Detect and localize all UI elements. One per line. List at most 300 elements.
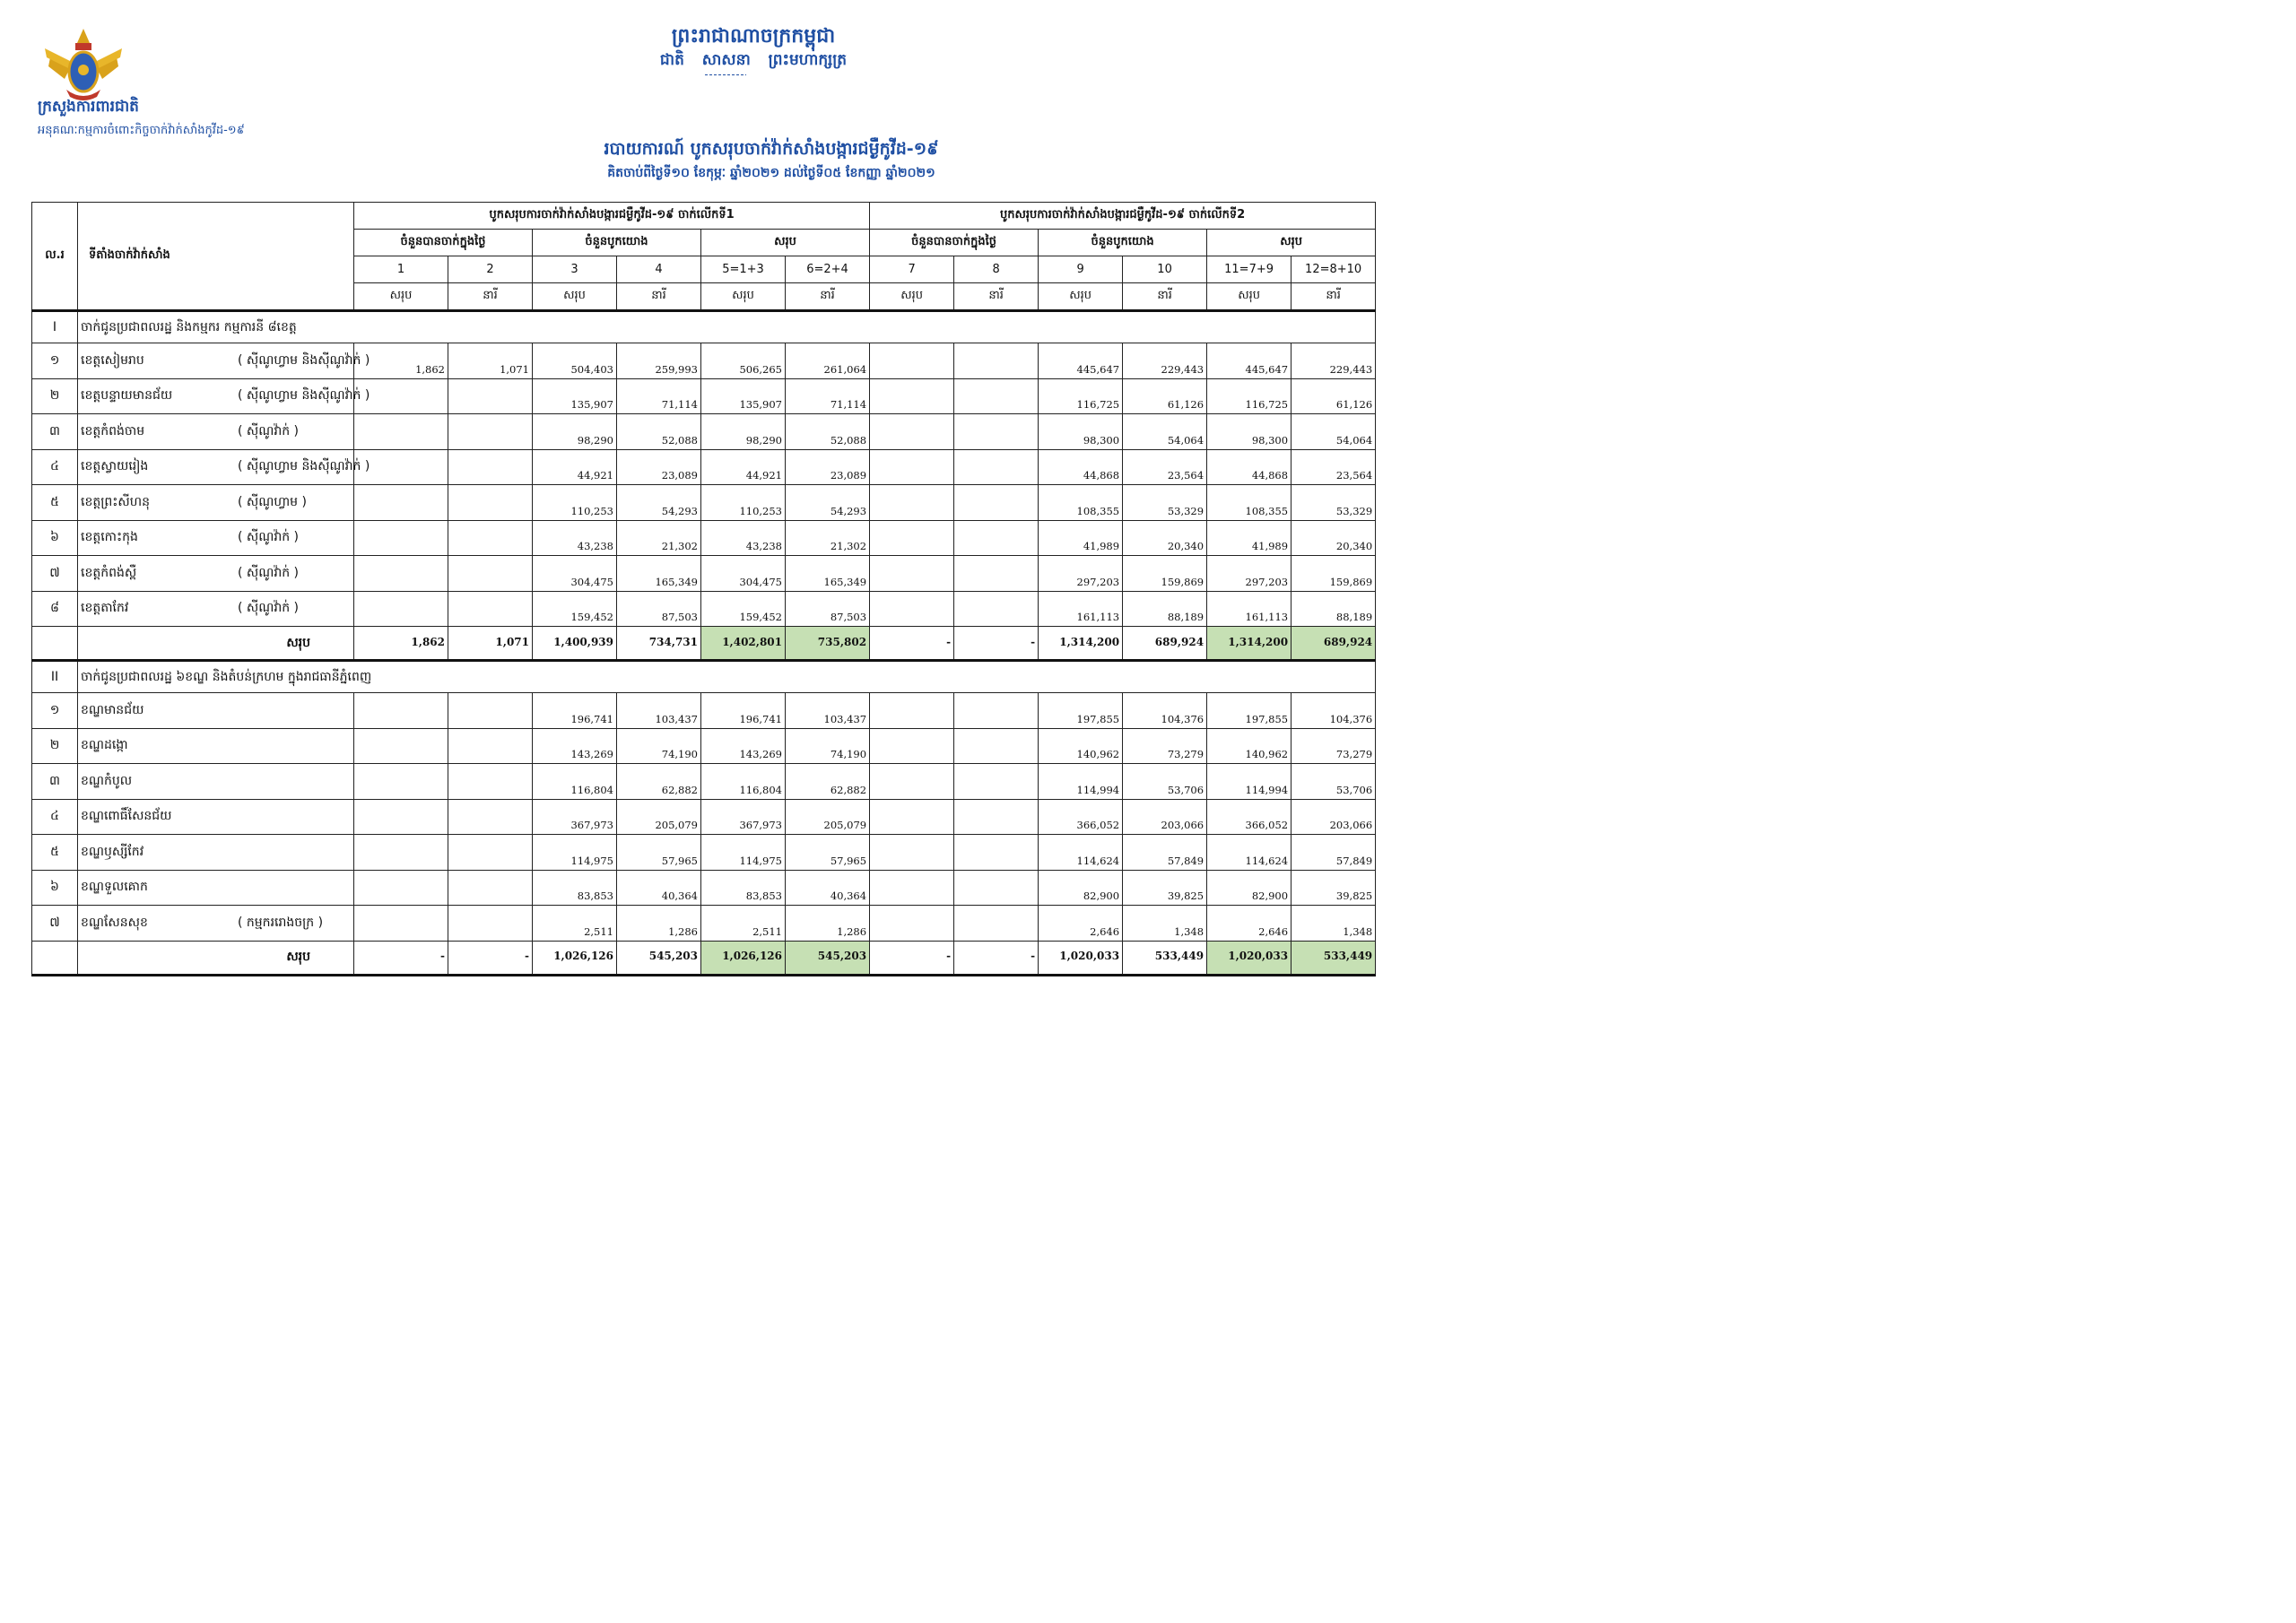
value-cell: 53,706 — [1123, 764, 1207, 800]
col-number-11: 11=7+9 — [1207, 256, 1292, 283]
value-cell: 116,804 — [533, 764, 617, 800]
value-cell — [870, 835, 954, 871]
table-row — [32, 764, 1376, 800]
value-cell: 104,376 — [1292, 693, 1376, 729]
value-cell: 53,329 — [1292, 485, 1376, 521]
value-cell: 57,965 — [786, 835, 870, 871]
vaccine-type: ( ស៊ីណូវ៉ាក់ ) — [238, 601, 300, 616]
value-cell: 2,511 — [701, 906, 786, 942]
vaccine-type: ( ស៊ីណូហ្វាម ) — [238, 494, 307, 509]
total-label: សរុប — [78, 941, 354, 975]
table-row — [32, 835, 1376, 871]
value-cell: 39,825 — [1123, 870, 1207, 906]
location-cell — [78, 693, 354, 729]
value-cell: 40,364 — [786, 870, 870, 906]
table-row — [32, 591, 1376, 627]
value-cell: 114,624 — [1039, 835, 1123, 871]
location-cell — [78, 835, 354, 871]
value-cell — [954, 414, 1039, 450]
section-number: I — [32, 311, 78, 343]
value-cell: 57,849 — [1292, 835, 1376, 871]
value-cell: 87,503 — [617, 591, 701, 627]
section-number: II — [32, 661, 78, 693]
value-cell: 196,741 — [533, 693, 617, 729]
value-cell: 82,900 — [1039, 870, 1123, 906]
col-header-location: ទីតាំងចាក់វ៉ាក់សាំង — [78, 203, 354, 311]
col-unit-12: នារី — [1292, 283, 1376, 311]
value-cell: 21,302 — [786, 520, 870, 556]
value-cell — [448, 693, 533, 729]
value-cell: 43,238 — [701, 520, 786, 556]
col-number-7: 7 — [870, 256, 954, 283]
value-cell: 367,973 — [701, 799, 786, 835]
value-cell: 2,511 — [533, 906, 617, 942]
value-cell: 88,189 — [1292, 591, 1376, 627]
location-cell — [78, 906, 354, 942]
value-cell — [870, 556, 954, 592]
value-cell: 1,862 — [354, 343, 448, 379]
value-cell — [954, 378, 1039, 414]
col-unit-6: នារី — [786, 283, 870, 311]
total-value-cell: 1,400,939 — [533, 627, 617, 661]
col-number-2: 2 — [448, 256, 533, 283]
value-cell — [870, 906, 954, 942]
total-value-cell: 1,314,200 — [1207, 627, 1292, 661]
vaccine-type: ( ស៊ីណូវ៉ាក់ ) — [238, 565, 300, 580]
total-value-cell: - — [870, 627, 954, 661]
report-subtitle: គិតចាប់ពីថ្ងៃទី១០ ខែកុម្ភៈ ឆ្នាំ២០២១ ដល់ថ្ងៃទី០៥ ខែកញ្ញា ឆ្នាំ២០២១ — [607, 166, 935, 180]
table-row — [32, 485, 1376, 521]
national-motto: ជាតិ សាសនា ព្រះមហាក្សត្រ — [659, 51, 848, 69]
value-cell — [870, 591, 954, 627]
dose2-today-header: ចំនួនបានចាក់ក្នុងថ្ងៃ — [870, 230, 1039, 256]
value-cell: 23,089 — [786, 449, 870, 485]
value-cell: 44,921 — [701, 449, 786, 485]
total-value-cell: - — [870, 941, 954, 975]
value-cell — [354, 799, 448, 835]
ministry-emblem-icon — [43, 27, 124, 104]
value-cell: 23,564 — [1292, 449, 1376, 485]
dose2-total-header: សរុប — [1207, 230, 1376, 256]
total-value-cell: 735,802 — [786, 627, 870, 661]
value-cell: 203,066 — [1292, 799, 1376, 835]
value-cell: 140,962 — [1039, 728, 1123, 764]
dose2-cumulative-header: ចំនួនបូកយោង — [1039, 230, 1207, 256]
value-cell: 53,329 — [1123, 485, 1207, 521]
col-number-12: 12=8+10 — [1292, 256, 1376, 283]
value-cell: 1,348 — [1292, 906, 1376, 942]
vaccine-type: ( ស៊ីណូហ្វាម និងស៊ីណូវ៉ាក់ ) — [238, 459, 370, 474]
value-cell: 445,647 — [1039, 343, 1123, 379]
table-row — [32, 343, 1376, 379]
value-cell: 366,052 — [1039, 799, 1123, 835]
location-cell — [78, 799, 354, 835]
value-cell: 82,900 — [1207, 870, 1292, 906]
total-value-cell: 1,026,126 — [533, 941, 617, 975]
col-unit-1: សរុប — [354, 283, 448, 311]
total-value-cell: 533,449 — [1123, 941, 1207, 975]
value-cell — [448, 591, 533, 627]
value-cell: 205,079 — [617, 799, 701, 835]
value-cell: 229,443 — [1123, 343, 1207, 379]
section-title: ចាក់ជូនប្រជាពលរដ្ឋ ៦ខណ្ឌ និងតំបន់ក្រហម ក្នុងរាជធានីភ្នំពេញ — [78, 661, 1376, 693]
value-cell: 83,853 — [533, 870, 617, 906]
row-number: ៧ — [32, 556, 78, 592]
value-cell: 506,265 — [701, 343, 786, 379]
table-row — [32, 870, 1376, 906]
value-cell — [354, 414, 448, 450]
row-number: ៦ — [32, 870, 78, 906]
location-cell — [78, 591, 354, 627]
total-row — [32, 941, 1376, 975]
row-number: ៨ — [32, 591, 78, 627]
table-row — [32, 378, 1376, 414]
value-cell: 98,290 — [533, 414, 617, 450]
total-label: សរុប — [78, 627, 354, 661]
value-cell: 114,975 — [533, 835, 617, 871]
col-unit-3: សរុប — [533, 283, 617, 311]
value-cell — [354, 764, 448, 800]
value-cell: 159,452 — [701, 591, 786, 627]
value-cell: 1,286 — [786, 906, 870, 942]
table-row — [32, 449, 1376, 485]
value-cell — [354, 693, 448, 729]
value-cell: 116,725 — [1207, 378, 1292, 414]
value-cell: 161,113 — [1207, 591, 1292, 627]
value-cell — [954, 556, 1039, 592]
location-cell — [78, 414, 354, 450]
value-cell: 114,975 — [701, 835, 786, 871]
vaccine-type: ( ស៊ីណូហ្វាម និងស៊ីណូវ៉ាក់ ) — [238, 352, 370, 368]
value-cell: 87,503 — [786, 591, 870, 627]
value-cell: 504,403 — [533, 343, 617, 379]
value-cell — [448, 485, 533, 521]
value-cell: 110,253 — [533, 485, 617, 521]
total-value-cell: - — [354, 941, 448, 975]
value-cell — [448, 799, 533, 835]
committee-name: អនុគណៈកម្មការចំពោះកិច្ចចាក់វ៉ាក់សាំងកូវីដ-១៩ — [38, 124, 245, 137]
value-cell: 135,907 — [701, 378, 786, 414]
value-cell — [954, 591, 1039, 627]
row-number: ៦ — [32, 520, 78, 556]
value-cell: 54,293 — [617, 485, 701, 521]
value-cell: 205,079 — [786, 799, 870, 835]
value-cell: 23,564 — [1123, 449, 1207, 485]
value-cell: 304,475 — [701, 556, 786, 592]
value-cell: 304,475 — [533, 556, 617, 592]
col-unit-11: សរុប — [1207, 283, 1292, 311]
location-name: ខណ្ឌមានជ័យ — [81, 702, 144, 717]
total-index-cell — [32, 627, 78, 661]
col-number-9: 9 — [1039, 256, 1123, 283]
col-number-6: 6=2+4 — [786, 256, 870, 283]
value-cell: 261,064 — [786, 343, 870, 379]
value-cell: 116,804 — [701, 764, 786, 800]
total-value-cell: 1,020,033 — [1207, 941, 1292, 975]
value-cell — [354, 485, 448, 521]
value-cell — [448, 728, 533, 764]
value-cell — [954, 485, 1039, 521]
total-value-cell: - — [448, 941, 533, 975]
value-cell: 53,706 — [1292, 764, 1376, 800]
col-unit-5: សរុប — [701, 283, 786, 311]
value-cell: 41,989 — [1207, 520, 1292, 556]
table-row — [32, 693, 1376, 729]
value-cell: 203,066 — [1123, 799, 1207, 835]
value-cell: 62,882 — [617, 764, 701, 800]
col-number-10: 10 — [1123, 256, 1207, 283]
location-name: ខេត្តព្រះសីហនុ — [81, 494, 150, 509]
value-cell — [870, 693, 954, 729]
row-number: ៤ — [32, 799, 78, 835]
vaccine-type: ( កម្មកររោងចក្រ ) — [238, 915, 324, 930]
value-cell: 57,965 — [617, 835, 701, 871]
value-cell — [870, 485, 954, 521]
value-cell — [354, 870, 448, 906]
table-row — [32, 556, 1376, 592]
value-cell — [354, 728, 448, 764]
table-row — [32, 728, 1376, 764]
value-cell — [448, 520, 533, 556]
value-cell: 71,114 — [786, 378, 870, 414]
value-cell: 23,089 — [617, 449, 701, 485]
col-number-8: 8 — [954, 256, 1039, 283]
value-cell: 103,437 — [617, 693, 701, 729]
col-number-1: 1 — [354, 256, 448, 283]
total-value-cell: 734,731 — [617, 627, 701, 661]
value-cell: 103,437 — [786, 693, 870, 729]
value-cell — [954, 799, 1039, 835]
dose1-today-header: ចំនួនបានចាក់ក្នុងថ្ងៃ — [354, 230, 533, 256]
value-cell: 135,907 — [533, 378, 617, 414]
value-cell: 116,725 — [1039, 378, 1123, 414]
value-cell — [448, 378, 533, 414]
location-cell — [78, 343, 370, 379]
value-cell: 259,993 — [617, 343, 701, 379]
value-cell — [870, 870, 954, 906]
vaccination-table — [31, 202, 1376, 976]
location-name: ខេត្តតាកែវ — [81, 601, 129, 616]
table-row — [32, 799, 1376, 835]
value-cell: 114,994 — [1039, 764, 1123, 800]
location-name: ខណ្ឌដង្កោ — [81, 738, 128, 753]
location-name: ខេត្តសៀមរាប — [81, 352, 144, 368]
location-name: ខេត្តស្វាយរៀង — [81, 459, 149, 474]
col-unit-9: សរុប — [1039, 283, 1123, 311]
value-cell: 165,349 — [786, 556, 870, 592]
value-cell: 159,869 — [1123, 556, 1207, 592]
value-cell: 52,088 — [617, 414, 701, 450]
total-row — [32, 627, 1376, 661]
total-value-cell: - — [954, 627, 1039, 661]
value-cell: 445,647 — [1207, 343, 1292, 379]
value-cell — [354, 906, 448, 942]
value-cell: 54,064 — [1123, 414, 1207, 450]
location-cell — [78, 378, 370, 414]
row-number: ៥ — [32, 835, 78, 871]
value-cell: 41,989 — [1039, 520, 1123, 556]
value-cell — [954, 728, 1039, 764]
table-row — [32, 520, 1376, 556]
location-cell — [78, 485, 354, 521]
total-value-cell: - — [954, 941, 1039, 975]
value-cell: 1,286 — [617, 906, 701, 942]
value-cell: 54,293 — [786, 485, 870, 521]
value-cell: 88,189 — [1123, 591, 1207, 627]
value-cell: 114,624 — [1207, 835, 1292, 871]
value-cell: 61,126 — [1123, 378, 1207, 414]
value-cell: 57,849 — [1123, 835, 1207, 871]
value-cell — [448, 414, 533, 450]
value-cell — [354, 835, 448, 871]
row-number: ៥ — [32, 485, 78, 521]
location-name: ខណ្ឌសែនសុខ — [81, 915, 148, 930]
value-cell: 104,376 — [1123, 693, 1207, 729]
location-name: ខេត្តកំពង់ស្ពឺ — [81, 565, 137, 580]
value-cell — [870, 378, 954, 414]
value-cell: 43,238 — [533, 520, 617, 556]
value-cell — [870, 728, 954, 764]
location-cell — [78, 449, 370, 485]
total-value-cell: 545,203 — [617, 941, 701, 975]
value-cell: 54,064 — [1292, 414, 1376, 450]
dose2-header: បូកសរុបការចាក់វ៉ាក់សាំងបង្ការជម្ងឺកូវីដ-១៩ ចាក់លើកទី2 — [870, 203, 1376, 230]
location-cell — [78, 556, 354, 592]
total-value-cell: 1,314,200 — [1039, 627, 1123, 661]
vaccine-type: ( ស៊ីណូវ៉ាក់ ) — [238, 530, 300, 545]
row-number: ៣ — [32, 764, 78, 800]
value-cell — [354, 520, 448, 556]
value-cell: 108,355 — [1207, 485, 1292, 521]
value-cell: 2,646 — [1207, 906, 1292, 942]
location-name: ខណ្ឌពោធិ៍សែនជ័យ — [81, 809, 172, 824]
section-row — [32, 311, 1376, 343]
value-cell — [870, 449, 954, 485]
divider-ornament — [705, 74, 746, 76]
value-cell: 161,113 — [1039, 591, 1123, 627]
total-value-cell: 1,862 — [354, 627, 448, 661]
value-cell — [870, 799, 954, 835]
value-cell — [448, 449, 533, 485]
value-cell: 21,302 — [617, 520, 701, 556]
total-value-cell: 1,071 — [448, 627, 533, 661]
vaccine-type: ( ស៊ីណូវ៉ាក់ ) — [238, 423, 300, 438]
total-value-cell: 545,203 — [786, 941, 870, 975]
col-number-5: 5=1+3 — [701, 256, 786, 283]
value-cell — [448, 835, 533, 871]
value-cell — [448, 906, 533, 942]
value-cell: 74,190 — [617, 728, 701, 764]
value-cell: 143,269 — [701, 728, 786, 764]
value-cell: 165,349 — [617, 556, 701, 592]
col-header-no: ល.រ — [32, 203, 78, 311]
value-cell: 73,279 — [1123, 728, 1207, 764]
location-name: ខេត្តកំពង់ចាម — [81, 423, 145, 438]
total-index-cell — [32, 941, 78, 975]
value-cell — [354, 556, 448, 592]
value-cell: 20,340 — [1123, 520, 1207, 556]
value-cell: 367,973 — [533, 799, 617, 835]
ministry-name: ក្រសួងការពារជាតិ — [38, 98, 139, 116]
value-cell: 44,868 — [1207, 449, 1292, 485]
value-cell: 297,203 — [1039, 556, 1123, 592]
value-cell — [954, 835, 1039, 871]
location-name: ខណ្ឌកំបូល — [81, 773, 133, 788]
row-number: ៧ — [32, 906, 78, 942]
row-number: ៤ — [32, 449, 78, 485]
total-value-cell: 1,020,033 — [1039, 941, 1123, 975]
location-cell — [78, 870, 354, 906]
location-cell — [78, 728, 354, 764]
col-unit-2: នារី — [448, 283, 533, 311]
row-number: ២ — [32, 378, 78, 414]
value-cell — [870, 343, 954, 379]
row-number: ១ — [32, 343, 78, 379]
value-cell: 1,348 — [1123, 906, 1207, 942]
value-cell — [954, 343, 1039, 379]
value-cell: 159,869 — [1292, 556, 1376, 592]
value-cell — [954, 520, 1039, 556]
value-cell: 197,855 — [1207, 693, 1292, 729]
value-cell: 114,994 — [1207, 764, 1292, 800]
value-cell — [448, 870, 533, 906]
value-cell: 229,443 — [1292, 343, 1376, 379]
dose1-total-header: សរុប — [701, 230, 870, 256]
value-cell — [870, 414, 954, 450]
value-cell — [954, 906, 1039, 942]
total-value-cell: 1,026,126 — [701, 941, 786, 975]
value-cell: 71,114 — [617, 378, 701, 414]
row-number: ១ — [32, 693, 78, 729]
value-cell: 159,452 — [533, 591, 617, 627]
value-cell: 366,052 — [1207, 799, 1292, 835]
value-cell: 98,300 — [1207, 414, 1292, 450]
vaccine-type: ( ស៊ីណូហ្វាម និងស៊ីណូវ៉ាក់ ) — [238, 388, 370, 404]
dose1-cumulative-header: ចំនួនបូកយោង — [533, 230, 701, 256]
row-number: ២ — [32, 728, 78, 764]
value-cell: 1,071 — [448, 343, 533, 379]
value-cell: 73,279 — [1292, 728, 1376, 764]
value-cell: 52,088 — [786, 414, 870, 450]
col-number-4: 4 — [617, 256, 701, 283]
value-cell — [954, 870, 1039, 906]
table-row — [32, 906, 1376, 942]
value-cell — [354, 591, 448, 627]
total-value-cell: 689,924 — [1292, 627, 1376, 661]
value-cell: 62,882 — [786, 764, 870, 800]
table-row — [32, 414, 1376, 450]
section-row — [32, 661, 1376, 693]
value-cell: 83,853 — [701, 870, 786, 906]
value-cell — [954, 764, 1039, 800]
value-cell: 61,126 — [1292, 378, 1376, 414]
value-cell: 108,355 — [1039, 485, 1123, 521]
col-unit-4: នារី — [617, 283, 701, 311]
value-cell: 44,868 — [1039, 449, 1123, 485]
total-value-cell: 689,924 — [1123, 627, 1207, 661]
value-cell: 297,203 — [1207, 556, 1292, 592]
col-unit-7: សរុប — [870, 283, 954, 311]
location-name: ខេត្តបន្ទាយមានជ័យ — [81, 388, 173, 404]
location-name: ខណ្ឌឫស្សីកែវ — [81, 844, 144, 859]
value-cell — [448, 764, 533, 800]
location-name: ខេត្តកោះកុង — [81, 530, 138, 545]
value-cell — [870, 764, 954, 800]
value-cell: 140,962 — [1207, 728, 1292, 764]
col-unit-8: នារី — [954, 283, 1039, 311]
value-cell: 44,921 — [533, 449, 617, 485]
kingdom-title: ព្រះរាជាណាចក្រកម្ពុជា — [671, 25, 836, 48]
